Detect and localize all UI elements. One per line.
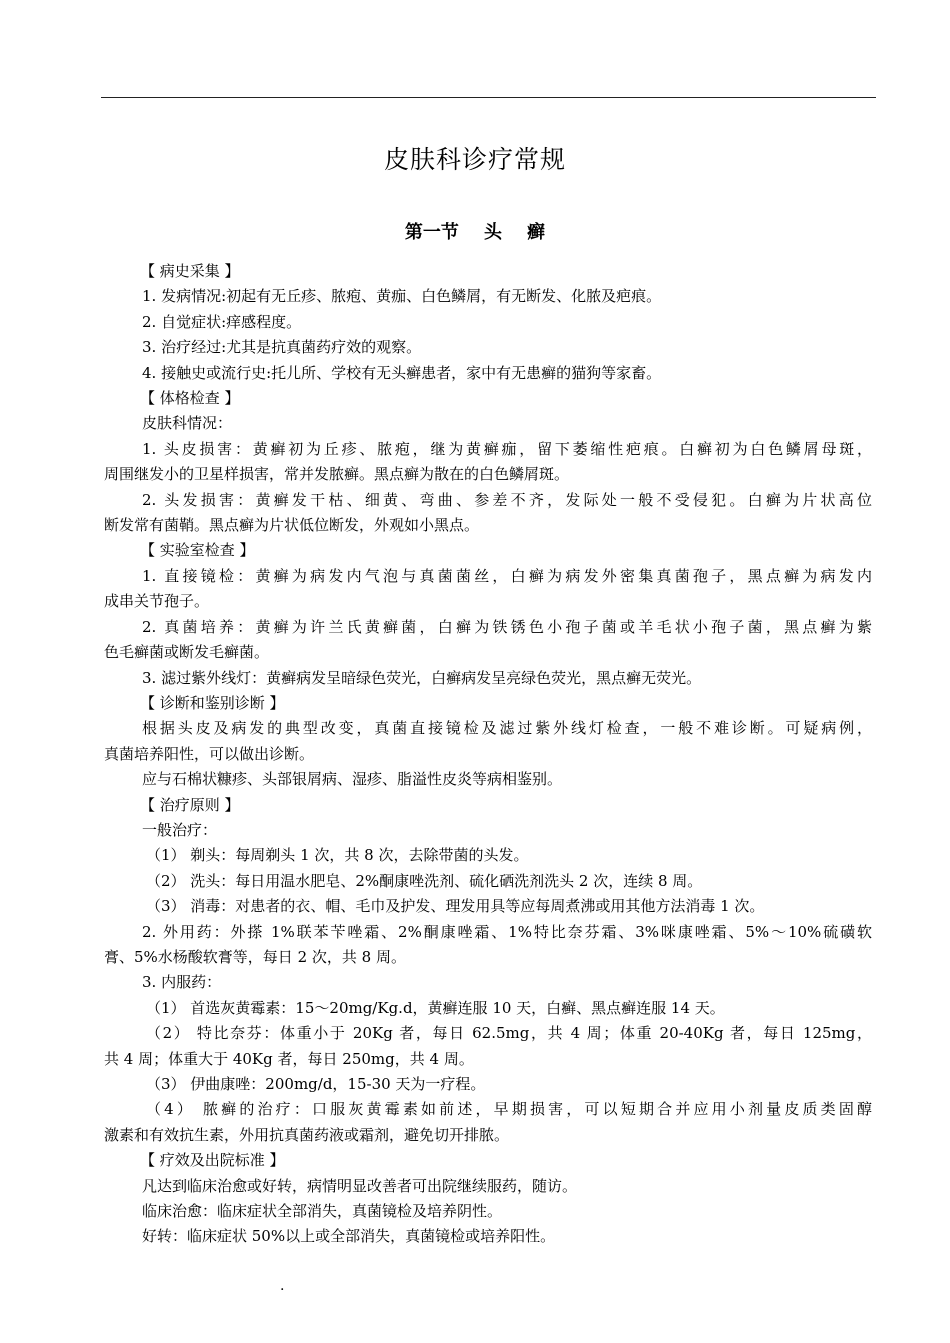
paragraph-line: 皮肤科情况：	[142, 414, 233, 433]
paragraph-line: （3） 消毒：对患者的衣、帽、毛巾及护发、理发用具等应每周煮沸或用其他方法消毒 1 次。	[146, 897, 765, 916]
header-rule	[101, 97, 876, 98]
paragraph-line: 根据头皮及病发的典型改变，真菌直接镜检及滤过紫外线灯检查，一般不难诊断。可疑病例，	[142, 719, 872, 738]
paragraph-line: 1. 头皮损害：黄癣初为丘疹、脓疱，继为黄癣痂，留下萎缩性疤痕。白癣初为白色鳞屑母斑，	[142, 439, 872, 458]
paragraph-line: 1. 直接镜检：黄癣为病发内气泡与真菌菌丝，白癣为病发外密集真菌孢子，黑点癣为病发内	[142, 566, 872, 585]
document-body	[104, 259, 872, 1250]
paragraph-line: （1） 首选灰黄霉素：15～20mg/Kg.d，黄癣连服 10 天，白癣、黑点癣连服 14 天。	[146, 998, 725, 1017]
heading-history: 【 病史采集 】	[140, 262, 240, 280]
paragraph-line: 一般治疗：	[142, 820, 218, 839]
paragraph-line: 1. 发病情况:初起有无丘疹、脓疱、黄痂、白色鳞屑，有无断发、化脓及疤痕。	[142, 287, 662, 306]
paragraph-line: 周围继发小的卫星样损害，常并发脓癣。黑点癣为散在的白色鳞屑斑。	[104, 465, 570, 484]
paragraph-line: 应与石棉状糠疹、头部银屑病、湿疹、脂溢性皮炎等病相鉴别。	[142, 770, 563, 789]
paragraph-line: 3. 滤过紫外线灯：黄癣病发呈暗绿色荧光，白癣病发呈亮绿色荧光，黑点癣无荧光。	[142, 668, 702, 687]
paragraph-line: 断发常有菌鞘。黑点癣为片状低位断发，外观如小黑点。	[104, 516, 480, 535]
paragraph-line: 共 4 周；体重大于 40Kg 者，每日 250mg，共 4 周。	[104, 1049, 474, 1068]
paragraph-line: 2. 自觉症状:痒感程度。	[142, 312, 302, 331]
paragraph-line: 2. 头发损害：黄癣发干枯、细黄、弯曲、参差不齐，发际处一般不受侵犯。白癣为片状高位	[142, 490, 872, 509]
paragraph-line: （3） 伊曲康唑：200mg/d，15-30 天为一疗程。	[146, 1075, 486, 1093]
paragraph-line: 3. 内服药：	[142, 973, 222, 992]
footer-dot: .	[280, 1278, 285, 1294]
paragraph-line: （4） 脓癣的治疗：口服灰黄霉素如前述，早期损害，可以短期合并应用小剂量皮质类固醇	[146, 1100, 872, 1119]
paragraph-line: 临床治愈：临床症状全部消失，真菌镜检及培养阴性。	[142, 1202, 503, 1221]
paragraph-line: 凡达到临床治愈或好转，病情明显改善者可出院继续服药，随访。	[142, 1176, 578, 1195]
paragraph-line: 膏、5%水杨酸软膏等，每日 2 次，共 8 周。	[104, 947, 406, 966]
paragraph-line: （2） 特比奈芬：体重小于 20Kg 者，每日 62.5mg，共 4 周；体重 20-40Kg 者，每日 125mg，	[146, 1024, 872, 1043]
section-title: 第一节 头 癣	[404, 222, 546, 243]
heading-outcome: 【 疗效及出院标准 】	[140, 1151, 285, 1170]
document-title: 皮肤科诊疗常规	[383, 145, 566, 174]
heading-diagnosis: 【 诊断和鉴别诊断 】	[140, 693, 285, 712]
paragraph-line: 4. 接触史或流行史:托儿所、学校有无头癣患者，家中有无患癣的猫狗等家畜。	[142, 363, 662, 382]
paragraph-line: 好转：临床症状 50%以上或全部消失，真菌镜检或培养阳性。	[142, 1227, 556, 1246]
paragraph-line: 色毛癣菌或断发毛癣菌。	[104, 643, 270, 662]
heading-treatment: 【 治疗原则 】	[140, 795, 240, 814]
paragraph-line: （1） 剃头：每周剃头 1 次，共 8 次，去除带菌的头发。	[146, 846, 529, 865]
paragraph-line: （2） 洗头：每日用温水肥皂、2%酮康唑洗剂、硫化硒洗剂洗头 2 次，连续 8 周。	[146, 871, 703, 890]
paragraph-line: 成串关节孢子。	[104, 592, 210, 611]
heading-lab-exam: 【 实验室检查 】	[140, 541, 255, 560]
heading-physical-exam: 【 体格检查 】	[140, 389, 240, 408]
paragraph-line: 激素和有效抗生素，外用抗真菌药液或霜剂，避免切开排脓。	[104, 1125, 510, 1144]
paragraph-line: 3. 治疗经过:尤其是抗真菌药疗效的观察。	[142, 338, 422, 357]
paragraph-line: 真菌培养阳性，可以做出诊断。	[104, 744, 315, 763]
paragraph-line: 2. 外用药：外搽 1%联苯苄唑霜、2%酮康唑霜、1%特比奈芬霜、3%咪康唑霜、5%～10%硫磺软	[142, 922, 872, 941]
paragraph-line: 2. 真菌培养：黄癣为许兰氏黄癣菌，白癣为铁锈色小孢子菌或羊毛状小孢子菌，黑点癣为紫	[142, 617, 872, 636]
